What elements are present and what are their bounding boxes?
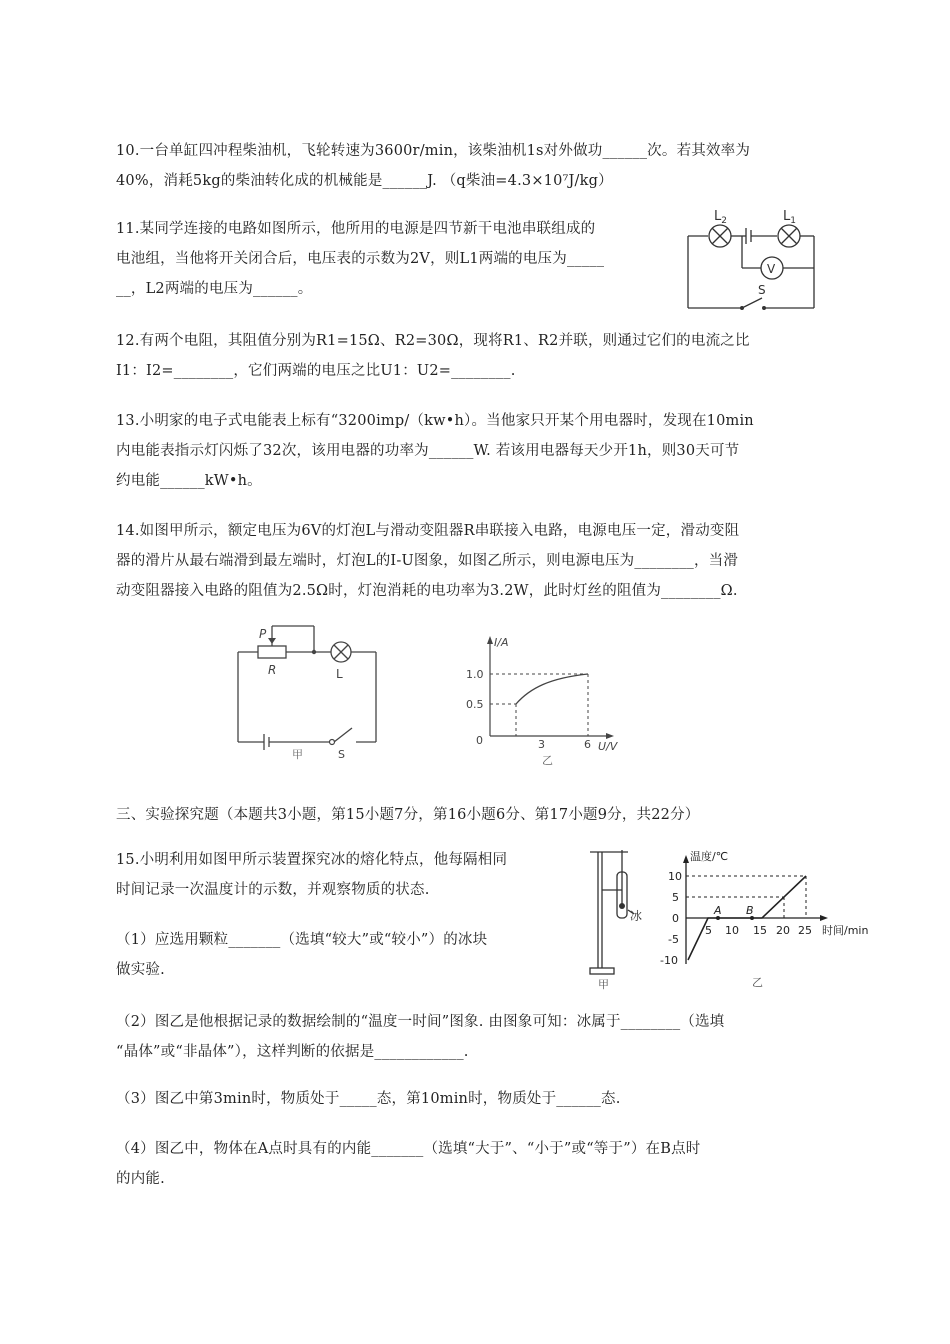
q13-line-2: 内电能表指示灯闪烁了32次，该用电器的功率为______W. 若该用电器每天少开1h，则30天可节 xyxy=(116,443,740,459)
q14-label-s: S xyxy=(338,748,345,761)
q15-graph-ytick-minus-5: -5 xyxy=(668,933,679,946)
q15-apparatus-diagram xyxy=(584,842,654,992)
q15-graph-xtick-10: 10 xyxy=(725,924,739,937)
q13-line-3: 约电能______kW•h。 xyxy=(116,473,262,489)
question-13 xyxy=(116,406,838,496)
q14-graph-xtick-1: 3 xyxy=(538,738,545,751)
q12-line-2: I1：I2=________，它们两端的电压之比U1：U2=________. xyxy=(116,363,516,379)
q11-label-l2: $L_2$ xyxy=(714,209,727,226)
q15-graph-ytick-0: 0 xyxy=(672,912,679,925)
q14-caption-b: 乙 xyxy=(542,754,553,767)
q15-graph-ytick-5: 5 xyxy=(672,891,679,904)
q14-graph-ytick-2: 0.5 xyxy=(466,698,484,711)
q14-label-p: P xyxy=(259,627,267,641)
q14-graph-xtick-2: 6 xyxy=(584,738,591,751)
q15-graph-ylabel: 温度/℃ xyxy=(690,850,729,863)
question-15-part-1 xyxy=(116,925,586,985)
q11-line-2: 电池组，当他将开关闭合后，电压表的示数为2V，则L1两端的电压为_____ xyxy=(116,251,605,267)
q11-switch-label: S xyxy=(758,283,766,297)
section-3-heading xyxy=(116,800,838,830)
q15-caption-b: 乙 xyxy=(752,976,763,989)
q15-graph-point-b: B xyxy=(746,904,754,917)
q15-graph-xtick-5: 5 xyxy=(705,924,712,937)
q10-line-1: 10.一台单缸四冲程柴油机，飞轮转速为3600r/min，该柴油机1s对外做功______次。若其效率为 xyxy=(116,143,751,159)
q11-circuit-diagram xyxy=(684,204,824,314)
question-11 xyxy=(116,214,676,304)
q14-line-2: 器的滑片从最右端滑到最左端时，灯泡L的I-U图象，如图乙所示，则电源电压为________，当滑 xyxy=(116,553,739,569)
q14-iu-graph xyxy=(460,630,630,770)
q15-graph-xtick-25: 25 xyxy=(798,924,812,937)
question-12 xyxy=(116,326,838,386)
q15-temperature-time-graph xyxy=(654,848,886,994)
q15-line-2: 时间记录一次温度计的示数，并观察物质的状态. xyxy=(116,882,430,898)
q15-ice-label: 冰 xyxy=(630,909,643,923)
q14-graph-ylabel: I/A xyxy=(494,636,509,649)
section-3-title: 三、实验探究题（本题共3小题，第15小题7分，第16小题6分、第17小题9分，共22分） xyxy=(116,807,700,823)
q15-graph-xlabel: 时间/min xyxy=(822,924,869,937)
q14-caption-a: 甲 xyxy=(292,748,303,761)
q15-sub4-line-1: （4）图乙中，物体在A点时具有的内能_______（选填“大于”、“小于”或“等于”）在B点时 xyxy=(116,1141,701,1157)
q11-line-3: __，L2两端的电压为______。 xyxy=(116,281,313,297)
q15-sub2-line-2: “晶体”或“非晶体”），这样判断的依据是____________. xyxy=(116,1044,469,1060)
question-15-part-4 xyxy=(116,1134,838,1194)
question-14 xyxy=(116,516,838,606)
q14-circuit-diagram xyxy=(230,618,385,763)
q15-sub1-line-1: （1）应选用颗粒_______（选填“较大”或“较小”）的冰块 xyxy=(116,932,488,948)
q11-voltmeter-label: V xyxy=(767,262,776,276)
q15-sub1-line-2: 做实验. xyxy=(116,962,165,978)
q15-graph-xtick-20: 20 xyxy=(776,924,790,937)
q11-label-l1: $L_1$ xyxy=(783,209,796,226)
q13-line-1: 13.小明家的电子式电能表上标有“3200imp/（kw•h）。当他家只开某个用电器时，发现在10min xyxy=(116,413,754,429)
question-10 xyxy=(116,136,838,196)
q14-line-1: 14.如图甲所示，额定电压为6V的灯泡L与滑动变阻器R串联接入电路，电源电压一定，滑动变阻 xyxy=(116,523,740,539)
question-15-part-2 xyxy=(116,1007,838,1067)
q15-graph-xtick-15: 15 xyxy=(753,924,767,937)
q15-sub2-line-1: （2）图乙是他根据记录的数据绘制的“温度一时间”图象. 由图象可知：冰属于________（选填 xyxy=(116,1014,725,1030)
q11-line-1: 11.某同学连接的电路如图所示，他所用的电源是四节新干电池串联组成的 xyxy=(116,221,596,237)
q15-sub4-line-2: 的内能. xyxy=(116,1171,165,1187)
q15-sub3-line: （3）图乙中第3min时，物质处于_____态，第10min时，物质处于______态. xyxy=(116,1091,621,1107)
question-15-part-3 xyxy=(116,1084,838,1114)
q14-label-r: R xyxy=(268,663,277,677)
q15-graph-point-a: A xyxy=(714,904,722,917)
q15-line-1: 15.小明利用如图甲所示装置探究冰的熔化特点，他每隔相同 xyxy=(116,852,508,868)
q14-graph-xlabel: U/V xyxy=(598,740,618,753)
q14-line-3: 动变阻器接入电路的阻值为2.5Ω时，灯泡消耗的电功率为3.2W，此时灯丝的阻值为________Ω. xyxy=(116,583,738,599)
q15-caption-a: 甲 xyxy=(598,978,609,991)
q14-label-l: L xyxy=(336,667,343,681)
question-15-intro xyxy=(116,845,586,905)
q14-graph-ytick-1: 1.0 xyxy=(466,668,484,681)
q15-graph-ytick-10: 10 xyxy=(668,870,682,883)
q10-line-2: 40%，消耗5kg的柴油转化成的机械能是______J. （q柴油=4.3×10⁷J/kg） xyxy=(116,173,613,189)
q14-graph-origin: 0 xyxy=(476,734,483,747)
q12-line-1: 12.有两个电阻，其阻值分别为R1=15Ω、R2=30Ω，现将R1、R2并联，则通过它们的电流之比 xyxy=(116,333,750,349)
q15-graph-ytick-minus-10: -10 xyxy=(660,954,678,967)
